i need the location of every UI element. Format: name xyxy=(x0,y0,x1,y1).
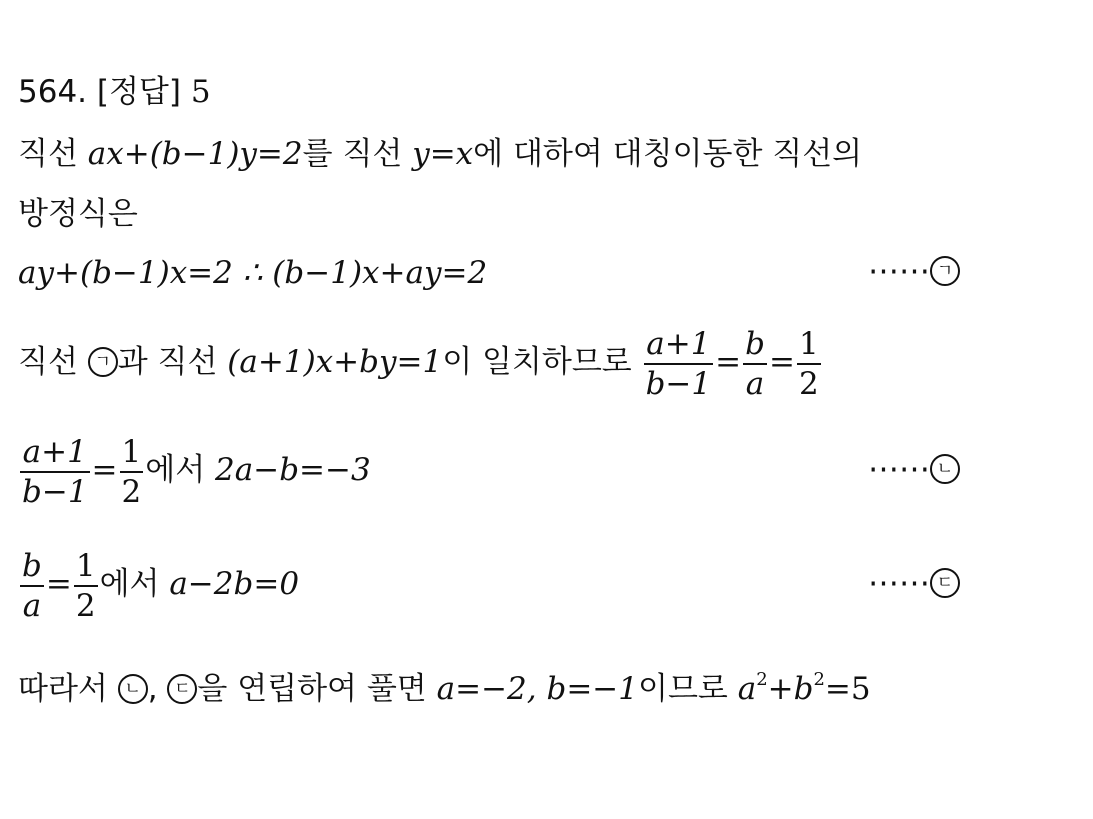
solution-line-1 xyxy=(18,134,862,174)
math-expression: +b xyxy=(767,671,814,707)
numerator: b xyxy=(745,325,765,362)
text: 에서 xyxy=(99,566,170,602)
denominator: b−1 xyxy=(645,365,712,402)
fraction xyxy=(644,325,714,403)
text: 에 대하여 대칭이동한 직선의 xyxy=(473,136,863,172)
dots: ⋯⋯ xyxy=(868,565,930,601)
answer-label: [정답] xyxy=(96,74,181,110)
circled-label-icon: ㄴ xyxy=(118,674,148,704)
denominator: b−1 xyxy=(22,473,88,510)
circled-label-icon: ㄱ xyxy=(930,256,960,286)
math-expression: (a+1)x+by=1 xyxy=(227,344,443,380)
numerator: a+1 xyxy=(22,433,87,470)
solution-line-4 xyxy=(18,322,823,403)
solution-line-7 xyxy=(18,660,871,709)
equals: = xyxy=(45,566,72,602)
circled-label-icon: ㄱ xyxy=(88,347,118,377)
math-expression: a=−2, b=−1 xyxy=(436,671,638,707)
text: 이므로 xyxy=(638,671,738,707)
solution-line-6 xyxy=(18,544,299,625)
text: 에서 xyxy=(145,452,216,488)
exponent: 2 xyxy=(813,669,825,690)
text: 이 일치하므로 xyxy=(442,344,632,380)
fraction xyxy=(20,547,44,625)
solution-line-3 xyxy=(18,253,487,293)
math-expression: =5 xyxy=(824,671,871,707)
fraction xyxy=(743,325,767,403)
equation-marker-3 xyxy=(868,565,960,601)
text: 을 연립하여 풀면 xyxy=(197,671,437,707)
circled-label-icon: ㄷ xyxy=(930,568,960,598)
numerator: b xyxy=(22,547,42,584)
fraction xyxy=(120,433,144,511)
solution-line-5 xyxy=(18,430,371,511)
numerator: 1 xyxy=(75,547,96,584)
dots: ⋯⋯ xyxy=(868,451,930,487)
denominator: a xyxy=(745,365,765,402)
fraction xyxy=(74,547,98,625)
answer-header xyxy=(18,72,211,112)
math-expression: y=x xyxy=(412,136,474,172)
numerator: 1 xyxy=(798,325,819,362)
equals: = xyxy=(91,452,118,488)
dots: ⋯⋯ xyxy=(868,253,930,289)
solution-line-2 xyxy=(18,194,138,234)
math-expression: ay+(b−1)x=2 ∴ (b−1)x+ay=2 xyxy=(18,255,488,291)
text: 따라서 xyxy=(18,671,118,707)
text: 직선 xyxy=(18,136,88,172)
math-variable: a xyxy=(737,671,757,707)
denominator: 2 xyxy=(121,473,142,510)
problem-number: 564. xyxy=(18,74,88,110)
exponent: 2 xyxy=(756,669,768,690)
numerator: a+1 xyxy=(646,325,711,362)
equation-marker-1 xyxy=(868,253,960,289)
numerator: 1 xyxy=(121,433,142,470)
math-expression: ax+(b−1)y=2 xyxy=(87,136,303,172)
denominator: 2 xyxy=(75,587,96,624)
circled-label-icon: ㄷ xyxy=(167,674,197,704)
math-expression: 2a−b=−3 xyxy=(215,452,371,488)
text: 를 직선 xyxy=(302,136,413,172)
fraction xyxy=(797,325,821,403)
denominator: 2 xyxy=(798,365,819,402)
denominator: a xyxy=(22,587,42,624)
text: 방정식은 xyxy=(18,196,138,232)
equals: = xyxy=(715,344,742,380)
math-expression: a−2b=0 xyxy=(169,566,300,602)
text: 직선 xyxy=(18,344,88,380)
text: , xyxy=(147,671,168,707)
circled-label-icon: ㄴ xyxy=(930,454,960,484)
fraction xyxy=(20,433,90,511)
equation-marker-2 xyxy=(868,451,960,487)
equals: = xyxy=(768,344,795,380)
text: 과 직선 xyxy=(117,344,228,380)
answer-value: 5 xyxy=(190,74,211,110)
